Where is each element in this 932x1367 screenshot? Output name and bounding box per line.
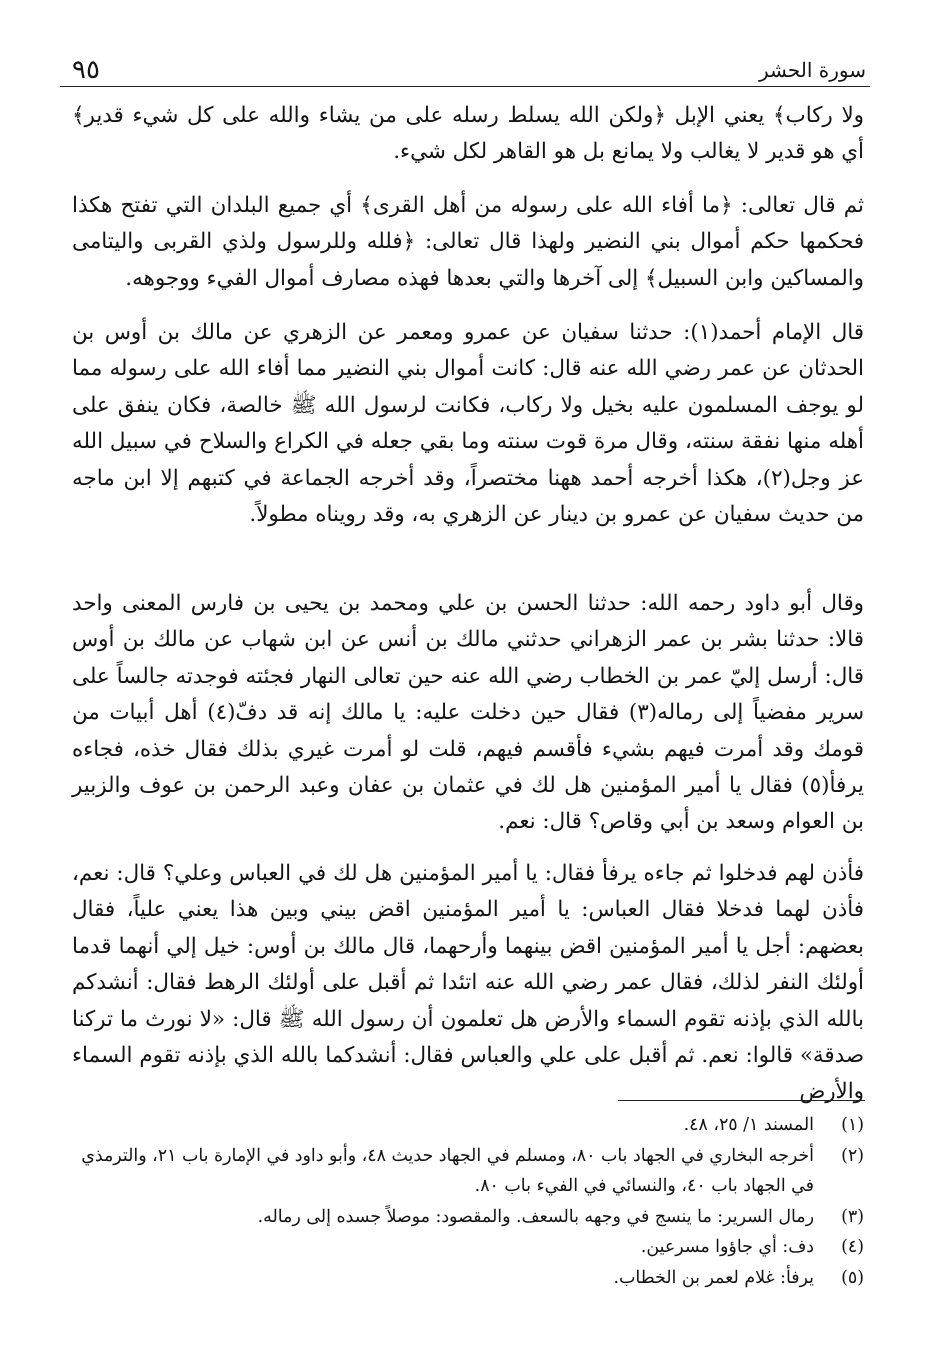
footnote-text: يرفأ: غلام لعمر بن الخطاب.	[613, 1267, 814, 1288]
footnote-separator	[618, 1100, 865, 1101]
paragraph-4: وقال أبو داود رحمه الله: حدثنا الحسن بن علي ومحمد بن يحيى بن فارس المعنى واحد قالا: حدثنا بشر بن عمر الزهراني حدثني مالك بن أنس عن ابن شهاب عن مالك بن أوس قال: أرسل إليّ عمر بن الخطاب رضي الله عنه حين تعالى النهار فجئته فوجدته جالساً على سرير مفضياً إلى رماله(٣) فقال حين دخلت عليه: يا مالك إنه قد دفّ(٤) أهل أبيات من قومك وقد أمرت فيهم بشيء فأقسم فيهم، قلت لو أمرت غيري بذلك فقال خذه، فجاءه يرفأ(٥) فقال يا أمير المؤمنين هل لك في عثمان بن عفان وعبد الرحمن بن عوف والزبير بن العوام وسعد بن أبي وقاص؟ قال: نعم.	[72, 591, 864, 835]
surah-title: سورة الحشر	[758, 58, 866, 82]
footnote-5	[72, 1263, 864, 1294]
paragraph-2: ثم قال تعالى: ﴿ما أفاء الله على رسوله من أهل القرى﴾ أي جميع البلدان التي تفتح هكذا فحكمها حكم أموال بني النضير ولهذا قال تعالى: ﴿فلله وللرسول ولذي القربى واليتامى والمساكين وابن السبيل﴾ إلى آخرها والتي بعدها فهذه مصارف أموال الفيء ووجوهه.	[72, 193, 864, 291]
footnote-text: أخرجه البخاري في الجهاد باب ٨٠، ومسلم في الجهاد حديث ٤٨، وأبو داود في الإمارة باب ٢١، والترمذي في الجهاد باب ٤٠، والنسائي في الفيء باب ٨٠.	[81, 1145, 814, 1197]
footnote-3	[72, 1202, 864, 1233]
paragraph-5: فأذن لهم فدخلوا ثم جاءه يرفأ فقال: يا أمير المؤمنين هل لك في العباس وعلي؟ قال: نعم، فأذن لهما فدخلا فقال العباس: يا أمير المؤمنين اقض بيني وبين هذا يعني علياً، فقال بعضهم: أجل يا أمير المؤمنين اقض بينهما وأرحهما، قال مالك بن أوس: خيل إلي أنهما قدما أولئك النفر لذلك، فقال عمر رضي الله عنه اتئدا ثم أقبل على أولئك الرهط فقال: أنشدكم بالله الذي بإذنه تقوم السماء والأرض هل تعلمون أن رسول الله ﷺ قال: «لا نورث ما تركنا صدقة» قالوا: نعم. ثم أقبل على علي والعباس فقال: أنشدكما بالله الذي بإذنه تقوم السماء والأرض	[72, 861, 864, 1105]
footnote-2	[72, 1141, 864, 1202]
paragraph-3: قال الإمام أحمد(١): حدثنا سفيان عن عمرو ومعمر عن الزهري عن مالك بن أوس بن الحدثان عن عمر رضي الله عنه قال: كانت أموال بني النضير مما أفاء الله على رسوله مما لو يوجف المسلمون عليه بخيل ولا ركاب، فكانت لرسول الله ﷺ خالصة، فكان ينفق على أهله منها نفقة سنته، وقال مرة قوت سنته وما بقي جعله في الكراع والسلاح في سبيل الله عز وجل(٢)، هكذا أخرجه أحمد ههنا مختصراً، وقد أخرجه الجماعة في كتبهم إلا ابن ماجه من حديث سفيان عن عمرو بن دينار عن الزهري به، وقد رويناه مطولاً.	[72, 320, 864, 528]
footnote-4	[72, 1232, 864, 1263]
footnote-number: (٣)	[841, 1206, 864, 1227]
footnote-number: (٤)	[841, 1237, 864, 1258]
footnote-number: (٢)	[841, 1145, 864, 1166]
footnote-number: (٥)	[841, 1267, 864, 1288]
footnote-text: المسند ١/ ٢٥، ٤٨.	[683, 1115, 814, 1135]
footnote-text: رمال السرير: ما ينسج في وجهه بالسعف. والمقصود: موصلاً جسده إلى رماله.	[257, 1206, 814, 1227]
footnote-1	[72, 1110, 864, 1141]
page-number: ٩٥	[72, 55, 100, 85]
running-header	[60, 52, 870, 87]
paragraph-1: ولا ركاب﴾ يعني الإبل ﴿ولكن الله يسلط رسله على من يشاء والله على كل شيء قدير﴾ أي هو قدير لا يغالب ولا يمانع بل هو القاهر لكل شيء.	[72, 103, 864, 165]
footnotes	[72, 1110, 864, 1294]
footnote-text: دف: أي جاؤوا مسرعين.	[640, 1237, 814, 1258]
footnote-number: (١)	[841, 1115, 864, 1135]
